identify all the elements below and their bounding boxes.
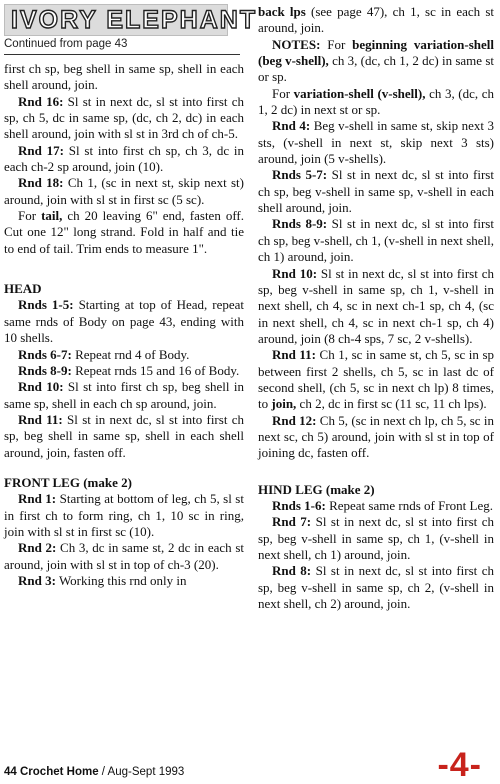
- paragraph: first ch sp, beg shell in same sp, shell in each shell around, join.: [4, 61, 244, 93]
- divider-line: [4, 54, 240, 55]
- hind-leg-rnds-1-6: Rnds 1-6: Repeat same rnds of Front Leg.: [272, 497, 493, 513]
- rnd-18: Rnd 18: Ch 1, (sc in next st, skip next st) around, join with sl st in first sc (5 sc).: [4, 175, 245, 207]
- page-title: IVORY ELEPHANT: [11, 6, 258, 34]
- left-column: [4, 61, 244, 589]
- rnd-3-continued: back lps (see page 47), ch 1, sc in each st around, join.: [258, 4, 494, 36]
- head-rnd-10: Rnd 10: Sl st into first ch sp, beg shell in same sp, shell in each ch sp around, join.: [4, 379, 244, 411]
- title-banner: [4, 4, 258, 36]
- notes-beg-v-shell: NOTES: For beginning variation-shell (beg v-shell), ch 3, (dc, ch 1, 2 dc) in same st or sp.: [258, 36, 495, 85]
- section-heading-front-leg: FRONT LEG (make 2): [4, 474, 132, 490]
- rnds-8-9: Rnds 8-9: Sl st in next dc, sl st into first ch sp, beg v-shell, ch 1, (v-shell in next shell, ch 1) around, join.: [258, 216, 494, 265]
- rnd-4: Rnd 4: Beg v-shell in same st, skip next 3 sts, (v-shell in next st, skip next 3 sts) around, join (5 v-shells).: [258, 118, 494, 167]
- tail-instructions: For tail, ch 20 leaving 6" end, fasten off. Cut one 12" long strand. Fold in half and tie to end of tail. Trim ends to measure 1".: [4, 208, 245, 256]
- front-leg-rnd-1: Rnd 1: Starting at bottom of leg, ch 5, sl st in first ch to form ring, ch 1, 10 sc in ring, join with sl st in first sc (10).: [4, 491, 244, 539]
- hind-leg-rnd-8: Rnd 8: Sl st in next dc, sl st into first ch sp, beg v-shell in same sp, ch 2, (v-shell in next shell, ch 2) around, join.: [258, 563, 494, 612]
- rnd-17: Rnd 17: Sl st into first ch sp, ch 3, dc in each ch-2 sp around, join (10).: [4, 142, 244, 175]
- rnd-11: Rnd 11: Ch 1, sc in same st, ch 5, sc in sp between first 2 shells, ch 5, sc in last dc of second shell, (ch 5, sc in next ch lp) 8 times, to join, ch 2, dc in first sc (11 sc, 11 ch lps).: [258, 347, 495, 412]
- front-leg-rnd-3: Rnd 3: Working this rnd only in: [18, 572, 187, 588]
- right-column: [258, 4, 494, 612]
- section-heading-hind-leg: HIND LEG (make 2): [258, 481, 375, 497]
- rnd-10: Rnd 10: Sl st in next dc, sl st into first ch sp, beg v-shell in same sp, ch 1, v-shell in next shell, ch 4, sc in next ch-1 sp, ch 4, (sc in next shell, ch 4, sc in next ch-1 sp, ch 4) around, join (8 ch-4 sps, 7 sc, 2 v-shells).: [258, 265, 494, 346]
- notes-v-shell: For variation-shell (v-shell), ch 3, (dc, ch 1, 2 dc) in next st or sp.: [258, 85, 495, 118]
- hind-leg-rnd-7: Rnd 7: Sl st in next dc, sl st into first ch sp, beg v-shell in same sp, ch 1, (v-shell in next shell, ch 1) around, join.: [258, 514, 494, 562]
- continued-note: Continued from page 43: [4, 38, 128, 50]
- rnds-5-7: Rnds 5-7: Sl st in next dc, sl st into first ch sp, beg v-shell in same sp, v-shell in each shell around, join.: [258, 167, 494, 216]
- head-rnds-6-7: Rnds 6-7: Repeat rnd 4 of Body.: [18, 346, 190, 362]
- rnd-16: Rnd 16: Sl st in next dc, sl st into first ch sp, ch 5, dc in same sp, (dc, ch 2, dc) in each shell around, join with sl st in 3rd ch of ch-5.: [4, 93, 244, 142]
- chapter-marker: -4-: [437, 746, 482, 784]
- page-footer: [4, 766, 184, 778]
- section-heading-head: HEAD: [4, 281, 42, 297]
- head-rnds-1-5: Rnds 1-5: Starting at top of Head, repeat same rnds of Body on page 43, ending with 10 shells.: [4, 297, 244, 346]
- head-rnd-11: Rnd 11: Sl st in next dc, sl st into first ch sp, beg shell in same sp, shell in each shell around, join, fasten off.: [4, 411, 244, 460]
- rnd-12: Rnd 12: Ch 5, (sc in next ch lp, ch 5, sc in next sc, ch 5) around, join with sl st in top of joining dc, fasten off.: [258, 412, 494, 461]
- front-leg-rnd-2: Rnd 2: Ch 3, dc in same st, 2 dc in each st around, join with sl st in top of ch-3 (20).: [4, 540, 244, 572]
- head-rnds-8-9: Rnds 8-9: Repeat rnds 15 and 16 of Body.: [18, 362, 240, 378]
- magazine-name: Crochet Home: [20, 766, 99, 778]
- page-number: 44: [4, 766, 17, 778]
- issue-date: / Aug-Sept 1993: [98, 766, 185, 778]
